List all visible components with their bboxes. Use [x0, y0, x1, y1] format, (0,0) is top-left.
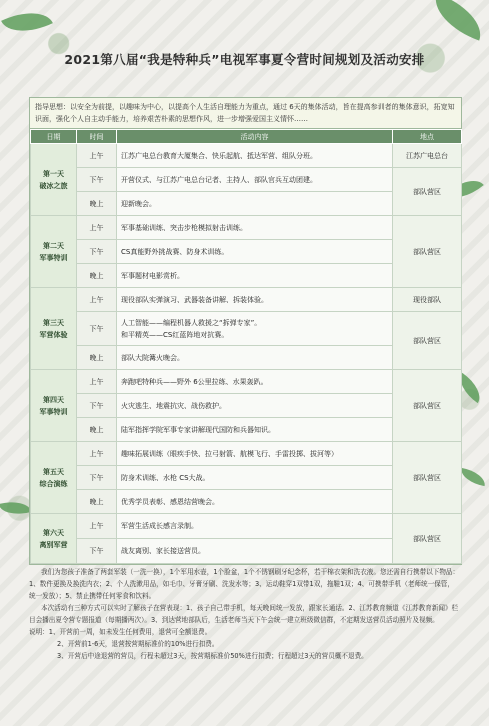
refund-policy — [29, 626, 460, 638]
time-cell: 下午 — [77, 168, 117, 192]
time-cell: 晚上 — [77, 418, 117, 442]
header-activity: 活动内容 — [117, 130, 393, 144]
time-cell: 上午 — [77, 144, 117, 168]
table-row — [31, 288, 462, 312]
location-cell: 部队营区 — [393, 442, 462, 514]
notes-section — [29, 566, 460, 662]
day-label: 第四天 — [43, 395, 64, 404]
day-label: 第三天 — [43, 318, 64, 327]
day-theme: 破冰之旅 — [39, 181, 68, 190]
activity-cell: 部队大院篝火晚会。 — [117, 346, 393, 370]
activity-cell — [117, 312, 393, 346]
table-row — [31, 168, 462, 192]
activity-cell: CS真能野外挑战赛、防身术训练。 — [117, 240, 393, 264]
time-cell: 晚上 — [77, 490, 117, 514]
table-row — [31, 514, 462, 539]
activity-cell: 迎新晚会。 — [117, 192, 393, 216]
location-cell: 部队营区 — [393, 168, 462, 216]
table-row — [31, 216, 462, 240]
table-header-row — [31, 130, 462, 144]
day-theme: 综合演练 — [39, 479, 68, 488]
day-theme: 离别军营 — [39, 540, 68, 549]
activity-cell: 江苏广电总台教育大厦集合、快乐起航、抵达军营、组队分班。 — [117, 144, 393, 168]
refund-item: 3、开营后中途退营的营员，行程未超过3天，按营期标准价50%进行扣费；行程超过3天的营员概不退费。 — [57, 652, 368, 660]
activity-line: 和平精英——CS红蓝阵地对抗赛。 — [121, 330, 229, 339]
day-cell — [31, 288, 77, 370]
day-cell — [31, 216, 77, 288]
guiding-principle: 指导思想：以安全为前提，以趣味为中心，以提高个人生活自理能力为重点，通过 6天的集体活动，旨在提高参训者的集体意识，拓宽知识面，强化个人自主动手能力，培养艰苦朴素的思想作风，进一步增强爱国主义情怀…… — [30, 98, 461, 129]
location-cell: 部队营区 — [393, 514, 462, 564]
table-row — [31, 442, 462, 466]
location-cell: 现役部队 — [393, 288, 462, 312]
contact-paragraph: 本次活动有三种方式可以实时了解孩子在营表现：1、孩子自己带手机，每天晚间统一发放，跟家长通话。2、江苏教育频道《江苏教育新闻》栏目会播出夏令营专题报道（每期播两次）。3、到达营地部队后，生活老师当天下午会统一建立班级微信群，不定期发送营员活动照片及视频。 — [29, 604, 459, 624]
activity-cell: 奔跑吧特种兵——野外 6公里拉练、水果轰趴。 — [117, 370, 393, 394]
activity-cell: 优秀学员表彰、感恩结营晚会。 — [117, 490, 393, 514]
location-cell: 江苏广电总台 — [393, 144, 462, 168]
time-cell: 下午 — [77, 394, 117, 418]
day-cell — [31, 514, 77, 564]
time-cell: 下午 — [77, 466, 117, 490]
activity-cell: 战友离别、家长接送营员。 — [117, 539, 393, 564]
day-label: 第一天 — [43, 169, 64, 178]
day-label: 第六天 — [43, 528, 64, 537]
activity-cell: 开营仪式、与江苏广电总台记者、主持人、部队官兵互动团建。 — [117, 168, 393, 192]
activity-cell: 军营生活成长感言录制。 — [117, 514, 393, 539]
time-cell: 上午 — [77, 216, 117, 240]
activity-cell: 军事基础训练、突击步枪模拟射击训练。 — [117, 216, 393, 240]
activity-cell: 火灾逃生、地震抗灾、战伤救护。 — [117, 394, 393, 418]
day-cell — [31, 144, 77, 216]
activity-cell: 军事题材电影赏析。 — [117, 264, 393, 288]
refund-item: 2、开营前1-6天，退营按营期标准价的10%进行扣费。 — [57, 640, 219, 648]
activity-cell: 现役部队实弹演习、武器装备讲解、拆装体验。 — [117, 288, 393, 312]
page-title: 2021第八届“我是特种兵”电视军事夏令营时间规划及活动安排 — [64, 52, 425, 67]
location-cell: 部队营区 — [393, 312, 462, 370]
time-cell: 上午 — [77, 442, 117, 466]
activity-cell: 防身术训练、水枪 CS大战。 — [117, 466, 393, 490]
table-row — [31, 312, 462, 346]
header-location: 地点 — [393, 130, 462, 144]
time-cell: 晚上 — [77, 192, 117, 216]
time-cell: 下午 — [77, 240, 117, 264]
location-cell: 部队营区 — [393, 216, 462, 288]
time-cell: 晚上 — [77, 346, 117, 370]
activity-line: 人工智能——编程机器人救援之“拆弹专家”。 — [121, 318, 262, 327]
header-time: 时间 — [77, 130, 117, 144]
day-label: 第二天 — [43, 241, 64, 250]
time-cell: 下午 — [77, 312, 117, 346]
day-cell — [31, 442, 77, 514]
schedule-card — [29, 97, 462, 565]
schedule-table — [30, 129, 462, 564]
header-date: 日期 — [31, 130, 77, 144]
table-row — [31, 370, 462, 394]
activity-cell: 趣味拓展训练（眼疾手快、拉弓射箭、航模飞行、手雷投掷、拔河等） — [117, 442, 393, 466]
day-label: 第五天 — [43, 467, 64, 476]
location-cell: 部队营区 — [393, 370, 462, 442]
refund-label: 说明： — [29, 628, 49, 636]
refund-item: 1、开营前一周，如未发生任何费用，退营可全额退费。 — [48, 628, 212, 636]
activity-cell: 陆军指挥学院军事专家讲解现代国防和兵器知识。 — [117, 418, 393, 442]
time-cell: 晚上 — [77, 264, 117, 288]
time-cell: 上午 — [77, 514, 117, 539]
supplies-paragraph: 我们为您孩子准备了两套军装（一洗一换），1个军用水壶，1个脸盆，1个不锈钢刷牙纪念杯，若干棉衣架和洗衣液。您还需自行携带以下物品：1、数件更换及换洗内衣；2、个人洗漱用品，如毛巾、牙膏牙刷、洗发水等；3、运动鞋穿1双带1双，拖鞋1双；4、可携带手机（老师统一保管，统一发放）；5、禁止携带任何零食和饮料。 — [29, 568, 460, 600]
table-row — [31, 144, 462, 168]
day-cell — [31, 370, 77, 442]
day-theme: 军事特训 — [39, 407, 68, 416]
time-cell: 上午 — [77, 370, 117, 394]
day-theme: 军事特训 — [39, 253, 68, 262]
time-cell: 下午 — [77, 539, 117, 564]
time-cell: 上午 — [77, 288, 117, 312]
day-theme: 军营体验 — [39, 330, 68, 339]
